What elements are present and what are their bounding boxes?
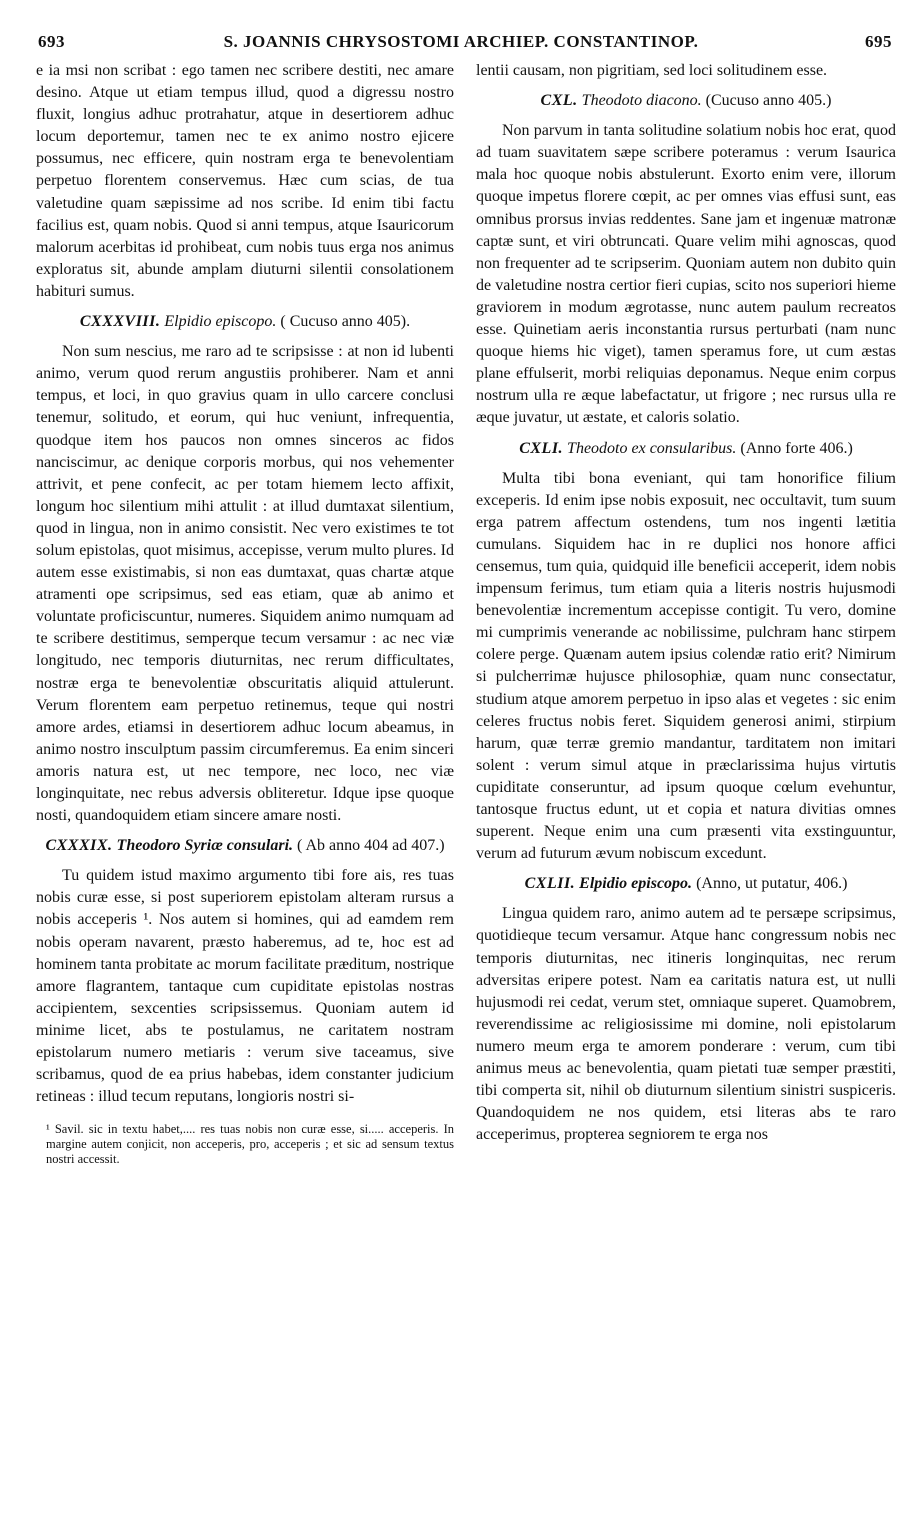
letter-recipient: Theodoto diacono. — [581, 92, 702, 110]
letter-number: CXL. — [540, 92, 578, 110]
letter-recipient: Elpidio episcopo. — [164, 313, 277, 331]
letter-number: CXLI. — [519, 439, 564, 457]
letter-body-cxxxix: Tu quidem istud maximo argumento tibi fore ais, res tuas nobis curæ esse, si post superiorem epistolam alteram rursus a nobis acceperis ¹. Nos autem si homines, qui ad eamdem rem nobis operam navarent, præsto haberemus, ad te, hoc est ad hominem tanta probitate ac morum facilitate præditum, nostrique amore flagrantem, tantaque cum cupiditate epistolas nostras accipientem, sexcenties scripsissemus. Quoniam autem id minime licet, abs te postulamus, ne caritatem nostram epistolarum numero metiaris : verum sive taceamus, sive scribamus, quod de ea prius habebas, idem constanter judicium retineas : illud tecum reputans, longioris nostri si- — [36, 867, 454, 1106]
letter-heading-cxxxviii — [36, 311, 454, 333]
page-number-left: 693 — [38, 32, 65, 51]
letter-recipient: Theodoto ex consularibus. — [567, 439, 737, 457]
running-title: S. JOANNIS CHRYSOSTOMI ARCHIEP. CONSTANTINOP. — [223, 32, 699, 51]
footnote: ¹ Savil. sic in textu habet,.... res tuas nobis non curæ esse, si..... acceperis. In margine autem conjicit, non acceperis, pro, acceperis ; et sic ad sensum textus nostri accessit. — [46, 1122, 454, 1167]
letter-date: ( Cucuso anno 405). — [280, 313, 411, 331]
page-number-right: 695 — [865, 32, 892, 51]
letter-number: CXLII. — [524, 875, 576, 893]
letter-heading-cxxxix — [36, 835, 454, 857]
letter-body-cxlii: Lingua quidem raro, animo autem ad te persæpe scripsimus, quotidieque tecum versamur. Atque hanc congressum nobis nec temporis diuturnitas, nec itineris longinquitas, nec rerum adversitas eripere potest. Nam ea caritatis natura est, ut nulli hujusmodi rei cedat, verum stet, omniaque superet. Quamobrem, reverendissime ac religiosissime mi domine, noli epistolarum numero meum erga te amorem ponderare : verum, cum tibi animus meus ac benevolentia, quam pietati tuæ semper præstiti, tibi comperta sit, nihil ob diuturnum silentium sinistri suspiceris. Quandoquidem ne nos quidem, etsi literas abs te raro acceperimus, propterea segniorem te erga nos — [476, 905, 896, 1144]
letter-number: CXXXVIII. — [79, 313, 161, 331]
continued-paragraph: e ia msi non scribat : ego tamen nec scribere destiti, nec amare desino. Atque ut etiam tempus illud, quod a digressu nostro fluxit, longius adhuc protrahatur, atque in desertiorem adhuc locum deportemur, tamen nec te ex animo nostro ejicere possumus, nec efficere, quin nostram erga te benevolentiam perpetuo florentem conservemus. Hæc cum scias, de tua valetudine quam sæpissime ad nos scribe. Id enim tibi factu facilius est, quam nobis. Quod si anni tempus, atque Isauricorum malorum acerbitas id prohibeat, cum nobis tuus erga nos animus exploratus sit, abunde amplam diuturni silentii consolationem habituri sumus. — [36, 62, 454, 300]
letter-recipient: Theodoro Syriæ consulari. — [116, 837, 294, 855]
letter-number: CXXXIX. — [45, 837, 113, 855]
letter-heading-cxlii — [476, 873, 896, 895]
letter-date: ( Ab anno 404 ad 407.) — [297, 837, 445, 855]
letter-date: (Cucuso anno 405.) — [705, 92, 832, 110]
continued-paragraph: lentii causam, non pigritiam, sed loci solitudinem esse. — [476, 62, 828, 79]
running-header — [30, 28, 892, 54]
letter-body-cxxxviii: Non sum nescius, me raro ad te scripsisse : at non id lubenti animo, verum quod rerum angustiis prohiberer. Nam et anni tempus, et loci, in quo gravius quam in ullo carcere conclusi tenemur, solitudo, et eorum, qui huc veniunt, infrequentia, quodque item hos paucos non omnes sinceros ac fidos nanciscimur, ac denique corporis morbus, qui nos vehementer attrivit, et pene confecit, ac per totam hiemem lecto affixit, longum hoc silentium mihi attulit : at illud dumtaxat silentium, quod in lingua, non in animo consistit. Nec vero existimes te tot solum epistolas, quot misimus, accepisse, verum multo plures. Id autem esse existimabis, si non eas dumtaxat, quas chartæ atque atramenti ope scripsimus, sed eas etiam, quæ ab animo et voluntate proficiscuntur, numeres. Siquidem animo numquam ad te scribere destitimus, semperque tecum versamur : ac nec viæ longitudo, nec temporis diuturnitas, nec rerum difficultates, nostræ erga te benevolentiæ obscuritatis aliquid attulerunt. Verum florentem eam perpetuo retinemus, teque qui nostri amore ardes, etiamsi in desertiorem adhuc locum abeamus, in animo nostro insculptum passim circumferemus. Ea enim sinceri amoris natura est, ut nec tempore, nec loco, nec viæ longinquitate, nec rebus adversis obliteretur. Idque ipse quoque nosti, quandoquidem etiam sincere amare nosti. — [36, 343, 454, 825]
letter-body-cxli: Multa tibi bona eveniant, qui tam honorifice filium exceperis. Id enim ipse nobis exposuit, nec occultavit, tum suum erga patrem affectum ostendens, tum nos ingenti lætitia cumulans. Siquidem hac in re duplici nos honore affici censemus, tum quia, quidquid ille beneficii acceperit, idem nobis impensum ferimus, tum etiam quia a literis nostris hujusmodi benevolentiæ incrementum accepisse contigit. Tu vero, domine mi cumprimis venerande ac nobilissime, pulchram hanc stirpem colere perge. Quænam autem ipsius colendæ ratio erit? Nimirum si pulcherrimæ hujusce philosophiæ, quam nunc consectatur, studium atque amorem perpetuo in ipso alas et vegetes : sic enim celeres fructus nobis feret. Siquidem generosi animi, stirpium harum, quæ terræ gremio mandantur, tarditatem non imitari solent : verum simul atque in præclarissima hujus virtutis cupiditate conseruntur, ad ipsum quoque cœlum evehuntur, tantosque fructus edunt, ut et copia et natura divitias omnes superent. Neque enim una cum præsenti vita exstinguuntur, verum ad futurum ævum nobiscum excedunt. — [476, 469, 896, 863]
letter-body-cxl: Non parvum in tanta solitudine solatium nobis hoc erat, quod ad tuam suavitatem sæpe scribere poteramus : verum Isaurica mala hoc quoque nobis abstulerunt. Exorto enim vere, illorum quoque impetus florere cœpit, ac per omnes vias effusi sunt, eas omnibus prorsus invias reddentes. Sane jam et ingenuæ matronæ captæ sunt, et viri obtruncati. Quare velim mihi agnoscas, quod non frequenter ad te scripserim. Quoniam autem non dubito quin de valetudine nostra certior fieri cupias, scito nos superiori hieme graviorem in modum ægrotasse, nunc autem paulum recreatos esse. Quinetiam aeris inconstantia rursus perturbati (nam nunc quoque hiems hic viget), tamen speramus fore, ut cum æstas plane effulserit, morbi reliquias deponamus. Neque enim corpus nostrum ulla re æque labefactatur, ut frigore ; nec rursus ulla re æque juvatur, ut æstate, et caloris solatio. — [476, 122, 896, 427]
letter-heading-cxl — [476, 90, 896, 112]
letter-heading-cxli — [476, 438, 896, 460]
letter-recipient: Elpidio episcopo. — [579, 875, 693, 893]
right-column — [476, 60, 896, 1530]
letter-date: (Anno, ut putatur, 406.) — [696, 875, 848, 893]
letter-date: (Anno forte 406.) — [740, 439, 853, 457]
left-column — [36, 60, 454, 1530]
